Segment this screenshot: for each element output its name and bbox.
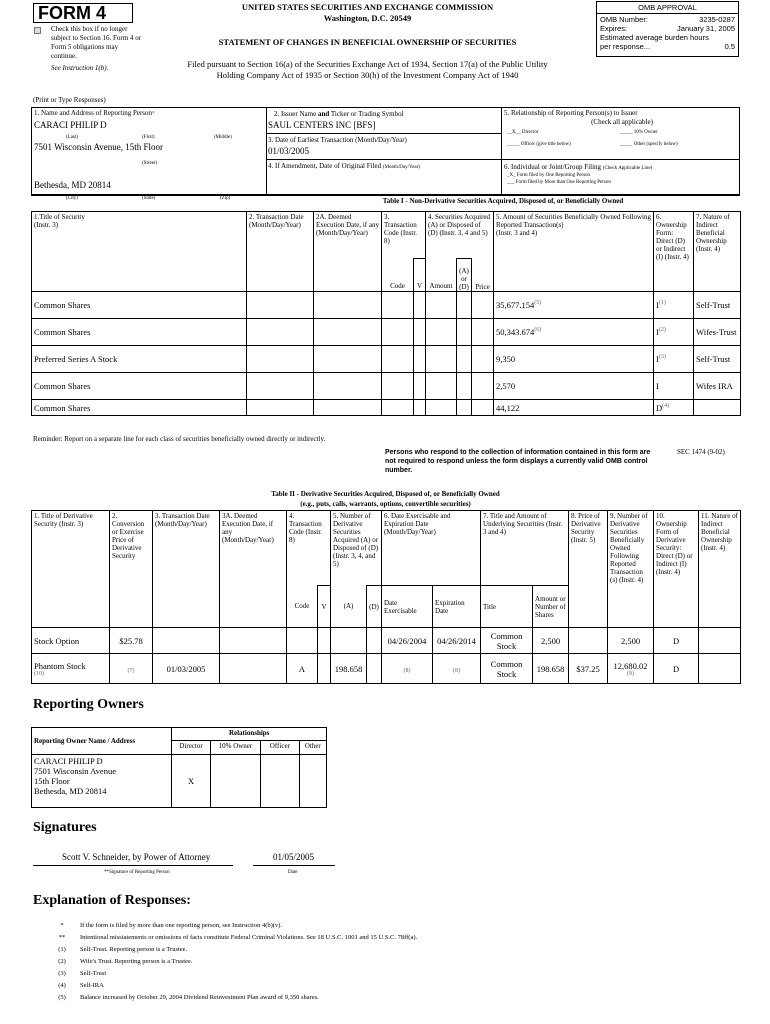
t1-form-value: I (656, 381, 659, 391)
t2-sub-code: Code (287, 586, 318, 628)
t1-owned (494, 400, 654, 416)
ro-owner-line4: Bethesda, MD 20814 (34, 786, 107, 796)
t1-amount-acq (426, 400, 457, 416)
explanation-key: (1) (58, 946, 66, 953)
burden-value: 0.5 (724, 42, 735, 51)
agency-name: UNITED STATES SECURITIES AND EXCHANGE COMMISSION (241, 2, 494, 12)
explanation-item (54, 922, 734, 929)
form-title: FORM 4 (38, 3, 107, 23)
t2-exercisable (382, 654, 433, 684)
t2-h4: 4. Transaction Code (Instr. 8) (287, 511, 331, 586)
t1-nature-value: Self-Trust (696, 300, 731, 310)
t1-title (32, 373, 247, 400)
t1-owned (494, 346, 654, 373)
t2-expiration-value: 04/26/2014 (437, 635, 476, 646)
signer-underline (33, 865, 233, 866)
ro-officer-mark (261, 755, 299, 808)
t1-nature-value: Wifes IRA (696, 381, 733, 391)
t1-nature (694, 400, 741, 416)
t2-sub-exercisable: Date Exercisable (382, 586, 433, 628)
t1-deemed (314, 319, 382, 346)
t1-deemed (314, 292, 382, 319)
form-title-box (33, 3, 133, 23)
ro-owner-address (32, 755, 172, 808)
t1-form-value: I (656, 300, 659, 310)
ro-col-relationships: Relationships (172, 728, 327, 741)
t1-aord (457, 400, 472, 416)
filed-pursuant-line1: Filed pursuant to Section 16(a) of the Securities Exchange Act of 1934, Section 17(a) of the Public Utility (187, 59, 548, 69)
issuer-name: SAUL CENTERS INC [BFS] (268, 120, 376, 130)
box4-sub: (Month/Day/Year) (382, 165, 420, 170)
t2-sub-title: Title (481, 586, 533, 628)
t1-nature-value: Wifes-Trust (696, 327, 737, 337)
t2-owned-footnote: (9) (627, 670, 635, 677)
t2-form (654, 628, 699, 654)
t1-h5b-text: (Instr. 3 and 4) (496, 229, 538, 237)
t1-owned-footnote: (6) (534, 327, 542, 334)
t1-title-value: Common Shares (34, 327, 91, 337)
t1-nature (694, 373, 741, 400)
t2-owned-value: 12,680.02 (613, 660, 648, 671)
t1-h3: 3. Transaction Code (Instr. 8) (382, 212, 426, 259)
t2-underlying-title (481, 654, 533, 684)
t1-owned-footnote: (5) (534, 300, 542, 307)
t1-sub-v: V (414, 259, 426, 292)
t2-nature (699, 654, 741, 684)
explanation-key: (5) (58, 994, 66, 1001)
t2-title (32, 628, 110, 654)
explanation-item (54, 934, 734, 941)
signer-name: Scott V. Schneider, by Power of Attorney (62, 852, 211, 862)
t1-v (414, 292, 426, 319)
table-derivative (31, 510, 741, 684)
label-zip: (Zip) (220, 196, 231, 201)
t1-form (654, 400, 694, 416)
t2-conv-price-value: $25.78 (119, 635, 143, 646)
t2-deriv-price (569, 628, 608, 654)
omb-number-label: OMB Number: (600, 15, 648, 24)
t2-d (367, 628, 382, 654)
t1-aord (457, 319, 472, 346)
t1-price (472, 373, 494, 400)
expires-date: January 31, 2005 (677, 24, 735, 33)
t1-price (472, 319, 494, 346)
explanation-text: If the form is filed by more than one reporting person, see Instruction 4(b)(v). (80, 922, 282, 929)
ro-owner-line3: 15th Floor (34, 776, 70, 786)
t2-conv-price (110, 628, 153, 654)
ro-director-mark: X (172, 755, 210, 808)
t1-date (247, 292, 314, 319)
t1-title (32, 292, 247, 319)
t2-conv-price-footnote: (7) (127, 667, 135, 674)
sec-code: SEC 1474 (9-02) (677, 448, 725, 456)
t2-sub-amount: Amount or Number of Shares (533, 586, 569, 628)
t2-date-value: 01/03/2005 (166, 663, 206, 674)
t1-code (382, 292, 414, 319)
explanation-key: ** (58, 934, 66, 941)
t2-sub-d: (D) (367, 586, 382, 628)
t2-title (32, 654, 110, 684)
burden-line1: Estimated average burden hours (600, 33, 709, 42)
t2-underlying-title-value: Common Stock (490, 658, 523, 679)
t1-form (654, 292, 694, 319)
t1-aord (457, 373, 472, 400)
t2-title-value: Phantom Stock (34, 660, 86, 671)
explanation-heading: Explanation of Responses: (33, 893, 191, 908)
t2-underlying-amount-value: 2,500 (540, 635, 561, 646)
t2-owned (608, 654, 654, 684)
t1-code (382, 400, 414, 416)
explanation-text: Wife's Trust. Reporting person is a Trustee. (80, 958, 193, 965)
t1-form-footnote: (2) (658, 327, 666, 334)
t2-date (153, 628, 220, 654)
t1-sub-amount: Amount (426, 259, 457, 292)
t1-deemed (314, 373, 382, 400)
t2-expiration (433, 628, 481, 654)
t1-amount-acq (426, 346, 457, 373)
t1-date (247, 400, 314, 416)
t2-a-value: 198.658 (334, 663, 363, 674)
t2-expiration-footnote: (8) (453, 667, 461, 674)
t1-owned-value: 9,350 (496, 354, 516, 364)
t1-amount-acq (426, 373, 457, 400)
t1-code (382, 319, 414, 346)
t1-v (414, 400, 426, 416)
ro-owner-line1: CARACI PHILIP D (34, 756, 103, 766)
t2-h1: 1. Title of Derivative Security (Instr. 3) (32, 511, 110, 628)
t2-sub-v: V (318, 586, 331, 628)
box1-label: 1. Name and Address of Reporting Person (34, 109, 153, 117)
box2-label-a: 2. Issuer Name (274, 110, 318, 118)
checkbox-text: Check this box if no longer subject to Section 16. Form 4 or Form 5 obligations may continue. (51, 25, 142, 60)
t1-date (247, 346, 314, 373)
t2-sub-a: (A) (331, 586, 367, 628)
box5-label: 5. Relationship of Reporting Person(s) to Issuer (504, 109, 638, 117)
signatures-heading: Signatures (33, 820, 97, 835)
t1-date (247, 373, 314, 400)
t2-deemed (220, 628, 287, 654)
t1-owned-value: 44,122 (496, 402, 520, 413)
t1-deemed (314, 346, 382, 373)
t1-row (32, 373, 741, 400)
t2-form-value: D (672, 635, 680, 646)
ro-owner-line2: 7501 Wisconsin Avenue (34, 766, 116, 776)
persons-notice: Persons who respond to the collection of information contained in this form are not required to respond unless the form displays a currently valid OMB control number. (385, 449, 651, 474)
t2-h6: 6. Date Exercisable and Expiration Date (Month/Day/Year) (382, 511, 481, 586)
t1-form-value: I (656, 354, 659, 364)
t2-h8: 8. Price of Derivative Security (Instr. 5) (569, 511, 608, 628)
t2-a (331, 654, 367, 684)
explanation-key: (2) (58, 958, 66, 965)
t2-h11: 11. Nature of Indirect Beneficial Ownership (Instr. 4) (699, 511, 741, 628)
table-non-derivative (31, 211, 741, 416)
omb-number: 3235-0287 (699, 15, 735, 24)
t2-d (367, 654, 382, 684)
table2-title1: Table II - Derivative Securities Acquired, Disposed of, or Beneficially Owned (271, 490, 500, 498)
t1-date (247, 319, 314, 346)
t2-underlying-title (481, 628, 533, 654)
ro-col-director: Director (172, 741, 210, 755)
t1-nature (694, 346, 741, 373)
t1-form-footnote: (3) (658, 354, 666, 361)
label-first: (First) (142, 135, 155, 140)
explanation-list (54, 922, 734, 1006)
explanation-item (54, 982, 734, 989)
no-longer-subject-checkbox[interactable] (34, 27, 41, 34)
t1-owned (494, 319, 654, 346)
t1-sub-aord: (A) or (D) (457, 259, 472, 292)
label-last: (Last) (66, 135, 78, 140)
t1-owned (494, 292, 654, 319)
t1-h1 (32, 212, 247, 292)
explanation-text: Self-Trust. Reporting person is a Trustee. (80, 946, 188, 953)
t1-owned-value: 2,570 (496, 381, 516, 391)
t1-v (414, 373, 426, 400)
box5-sub: (Check all applicable) (591, 118, 653, 126)
t1-h5 (494, 212, 654, 292)
t1-form (654, 346, 694, 373)
t2-code-value: A (298, 663, 306, 674)
filing-one-person[interactable]: _X_ Form filed by One Reporting Person (507, 173, 591, 178)
t2-h2: 2. Conversion or Exercise Price of Derivative Security (110, 511, 153, 628)
t1-h2: 2. Transaction Date (Month/Day/Year) (247, 212, 314, 292)
signature-date: 01/05/2005 (273, 852, 315, 862)
label-city: (City) (66, 196, 78, 201)
t1-row (32, 400, 741, 416)
t1-code (382, 346, 414, 373)
ro-col-other: Other (299, 741, 326, 755)
explanation-item (54, 994, 734, 1001)
ro-col-name: Reporting Owner Name / Address (32, 728, 172, 755)
box1-star: * (152, 111, 156, 117)
label-middle: (Middle) (214, 135, 232, 140)
t1-price (472, 292, 494, 319)
t1-nature-value: Self-Trust (696, 354, 731, 364)
t1-amount-acq (426, 319, 457, 346)
t1-aord (457, 292, 472, 319)
box2-label-and: and (317, 110, 330, 118)
t1-form (654, 373, 694, 400)
t2-form-value: D (672, 663, 680, 674)
t2-title-footnote: (10) (34, 670, 44, 677)
reporting-owners-heading: Reporting Owners (33, 697, 144, 712)
t1-deemed (314, 400, 382, 416)
t2-v (318, 654, 331, 684)
ro-col-officer: Officer (261, 741, 299, 755)
reporting-person-name: CARACI PHILIP D (34, 120, 107, 130)
t1-form-footnote: (1) (658, 300, 666, 307)
box4-label: 4. If Amendment, Date of Original Filed (268, 162, 382, 170)
explanation-text: Intentional misstatements or omissions of facts constitute Federal Criminal Violations. See 18 U.S.C. 1001 and 15 U.S.C. 78ff(a). (80, 934, 418, 941)
t2-v (318, 628, 331, 654)
relationship-ten-pct-owner[interactable]: _____ 10% Owner (620, 130, 658, 135)
filed-pursuant-line2: Holding Company Act of 1935 or Section 30(h) of the Investment Company Act of 1940 (216, 70, 519, 80)
t1-amount-acq (426, 292, 457, 319)
t2-exercisable-footnote: (8) (403, 667, 411, 674)
t1-nature (694, 319, 741, 346)
ro-ten-pct-mark (210, 755, 260, 808)
t1-owned (494, 373, 654, 400)
t2-underlying-amount (533, 628, 569, 654)
t2-h3: 3. Transaction Date (Month/Day/Year) (153, 511, 220, 628)
explanation-item (54, 946, 734, 953)
signer-label: **Signature of Reporting Person (104, 870, 170, 875)
t1-h5-text: 5. Amount of Securities Beneficially Owned Following Reported Transaction(s) (496, 213, 651, 229)
table1-title: Table I - Non-Derivative Securities Acquired, Disposed of, or Beneficially Owned (382, 197, 624, 205)
t2-h9: 9. Number of Derivative Securities Beneficially Owned Following Reported Transaction (s) (Instr. 4) (608, 511, 654, 628)
t2-expiration (433, 654, 481, 684)
t2-h5: 5. Number of Derivative Securities Acquired (A) or Disposed of (D) (Instr. 3, 4, and 5) (331, 511, 382, 586)
t1-h7: 7. Nature of Indirect Beneficial Ownership (Instr. 4) (694, 212, 741, 292)
t1-nature (694, 292, 741, 319)
explanation-key: (3) (58, 970, 66, 977)
t2-underlying-title-value: Common Stock (490, 630, 523, 651)
t2-owned (608, 628, 654, 654)
t1-h1-text: 1.Title of Security (34, 213, 85, 221)
t1-form-value: I (656, 327, 659, 337)
t2-deriv-price (569, 654, 608, 684)
t2-owned-value: 2,500 (620, 635, 641, 646)
t1-title (32, 346, 247, 373)
t1-title-value: Common Shares (34, 300, 91, 310)
reporting-person-street: 7501 Wisconsin Avenue, 15th Floor (34, 142, 164, 152)
burden-line2: per response... (600, 42, 651, 51)
box3-label: 3. Date of Earliest Transaction (Month/Day/Year) (268, 136, 407, 144)
t2-title-value: Stock Option (34, 635, 80, 646)
t1-price (472, 400, 494, 416)
t1-v (414, 346, 426, 373)
t1-h2a: 2A. Deemed Execution Date, if any (Month/Day/Year) (314, 212, 382, 292)
explanation-key: (4) (58, 982, 66, 989)
box6-sub: (Check Applicable Line) (602, 166, 653, 171)
t2-form (654, 654, 699, 684)
ro-col-ten-pct: 10% Owner (210, 741, 260, 755)
date-label: Date (288, 870, 298, 875)
explanation-key: * (60, 922, 64, 929)
t1-price (472, 346, 494, 373)
t2-code (287, 628, 318, 654)
t2-exercisable-value: 04/26/2004 (387, 635, 427, 646)
explanation-text: Balance increased by October 29, 2004 Dividend Reinvestment Plan award of 9,350 shares. (80, 994, 319, 1001)
t1-owned-value: 35,677.154 (496, 300, 535, 310)
t2-code (287, 654, 318, 684)
t2-row (32, 628, 741, 654)
t2-deemed (220, 654, 287, 684)
omb-approval-box (596, 1, 739, 57)
t1-owned-value: 50,343.674 (496, 327, 535, 337)
t1-aord (457, 346, 472, 373)
t2-h3a: 3A. Deemed Execution Date, if any (Month/Day/Year) (220, 511, 287, 628)
t1-title-value: Preferred Series A Stock (34, 354, 118, 364)
see-instruction: See Instruction 1(b). (51, 64, 109, 72)
t1-row (32, 346, 741, 373)
t1-sub-price: Price (472, 259, 494, 292)
table2-title2: (e.g., puts, calls, warrants, options, convertible securities) (300, 500, 471, 508)
explanation-text: Self-IRA (80, 982, 104, 989)
t1-form-value: D (656, 402, 663, 413)
filing-more-persons[interactable]: ___ Form filed by More than One Reporting Person (507, 180, 611, 185)
t2-underlying-amount-value: 198.658 (536, 663, 565, 674)
explanation-item (54, 958, 734, 965)
t2-a (331, 628, 367, 654)
t2-date (153, 654, 220, 684)
t2-deriv-price-value: $37.25 (576, 663, 600, 674)
relationship-other[interactable]: _____ Other (specify below) (620, 142, 678, 147)
box6-label: 6. Individual or Joint/Group Filing (504, 163, 602, 171)
t1-title (32, 400, 247, 416)
box2-label-b: Ticker or Trading Symbol (329, 110, 404, 118)
statement-title: STATEMENT OF CHANGES IN BENEFICIAL OWNERSHIP OF SECURITIES (218, 37, 517, 47)
t1-title-value: Common Shares (34, 381, 91, 391)
t1-title (32, 319, 247, 346)
label-street: (Street) (142, 161, 157, 166)
reporting-person-city: Bethesda, MD 20814 (34, 180, 111, 190)
agency-location: Washington, D.C. 20549 (323, 13, 412, 23)
omb-title: OMB APPROVAL (597, 2, 738, 14)
date-underline (253, 865, 335, 866)
t2-nature (699, 628, 741, 654)
ro-other-mark (299, 755, 326, 808)
t1-row (32, 292, 741, 319)
t1-code (382, 373, 414, 400)
explanation-item (54, 970, 734, 977)
t2-sub-expiration: Expiration Date (433, 586, 481, 628)
relationship-director[interactable]: __X__ Director (507, 130, 539, 135)
t2-conv-price (110, 654, 153, 684)
t1-h4: 4. Securities Acquired (A) or Disposed of (D) (Instr. 3, 4 and 5) (426, 212, 494, 259)
t2-h7: 7. Title and Amount of Underlying Securities (Instr. 3 and 4) (481, 511, 569, 586)
t1-sub-code: Code (382, 259, 414, 292)
print-type: (Print or Type Responses) (33, 96, 106, 104)
relationship-officer[interactable]: _____ Officer (give title below) (507, 142, 571, 147)
t1-h1b-text: (Instr. 3) (34, 221, 59, 229)
t2-underlying-amount (533, 654, 569, 684)
t2-h10: 10. Ownership Form of Derivative Security: Direct (D) or Indirect (I) (Instr. 4) (654, 511, 699, 628)
t1-form-footnote: (4) (662, 402, 670, 409)
t1-h6: 6. Ownership Form: Direct (D) or Indirect (I) (Instr. 4) (654, 212, 694, 292)
t1-v (414, 319, 426, 346)
label-state: (State) (142, 196, 156, 201)
t1-title-value: Common Shares (34, 402, 91, 413)
earliest-transaction-date: 01/03/2005 (268, 146, 310, 156)
t2-row (32, 654, 741, 684)
reminder-text: Reminder: Report on a separate line for each class of securities beneficially owned directly or indirectly. (33, 435, 326, 443)
t2-exercisable (382, 628, 433, 654)
t1-form (654, 319, 694, 346)
t1-row (32, 319, 741, 346)
expires-label: Expires: (600, 24, 628, 33)
explanation-text: Self-Trust (80, 970, 107, 977)
reporting-owners-table (31, 727, 327, 808)
